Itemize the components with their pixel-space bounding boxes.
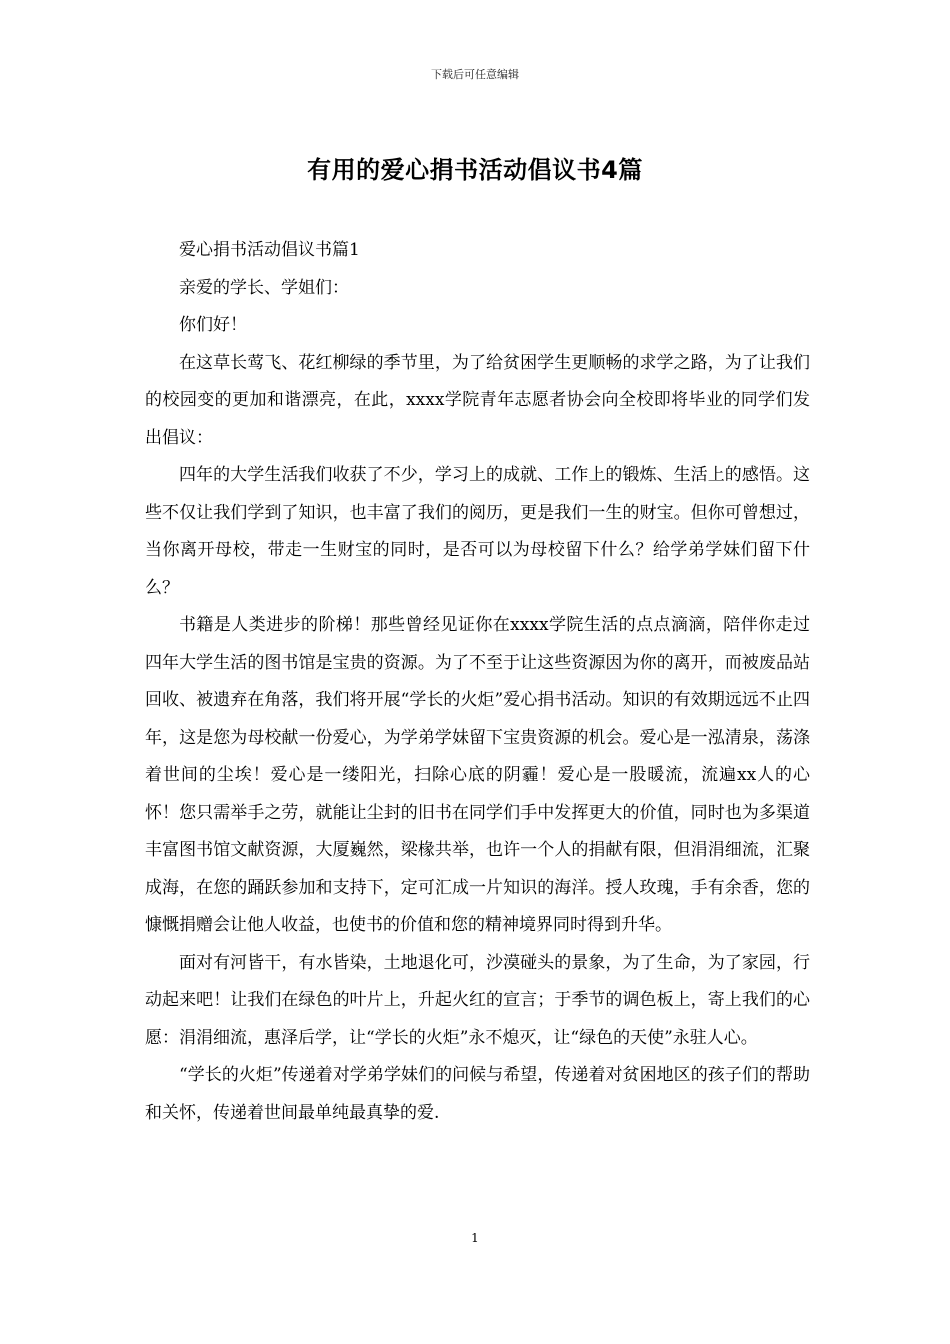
body-paragraph: 书籍是人类进步的阶梯！那些曾经见证你在xxxx学院生活的点点滴滴，陪伴你走过四年大学生活的图书馆是宝贵的资源。为了不至于让这些资源因为你的离开，而被废品站回收、被遗弃在角落，我们将开展“学长的火炬”爱心捐书活动。知识的有效期远远不止四年，这是您为母校献一份爱心，为学弟学妹留下宝贵资源的机会。爱心是一泓清泉，荡涤着世间的尘埃！爱心是一缕阳光，扫除心底的阴霾！爱心是一股暖流，流遍xx人的心怀！您只需举手之劳，就能让尘封的旧书在同学们手中发挥更大的价值，同时也为多渠道丰富图书馆文献资源，大厦巍然，梁椽共举，也许一个人的捐献有限，但涓涓细流，汇聚成海，在您的踊跃参加和支持下，定可汇成一片知识的海洋。授人玫瑰，手有余香，您的慷慨捐赠会让他人收益，也使书的价值和您的精神境界同时得到升华。 <box>145 615 810 935</box>
salutation: 亲爱的学长、学姐们： <box>179 277 349 298</box>
document-body <box>145 232 810 1132</box>
page-number: 1 <box>471 1231 479 1245</box>
body-paragraph: 面对有河皆干，有水皆染，土地退化可，沙漠碰头的景象，为了生命，为了家园，行动起来吧！让我们在绿色的叶片上，升起火红的宣言；于季节的调色板上，寄上我们的心愿：涓涓细流，惠泽后学，让“学长的火炬”永不熄灭，让“绿色的天使”永驻人心。 <box>145 952 810 1048</box>
header-note: 下载后可任意编辑 <box>431 68 519 81</box>
greeting: 你们好！ <box>179 315 247 335</box>
body-paragraph: 四年的大学生活我们收获了不少，学习上的成就、工作上的锻炼、生活上的感悟。这些不仅让我们学到了知识，也丰富了我们的阅历，更是我们一生的财宝。但你可曾想过，当你离开母校，带走一生财宝的同时，是否可以为母校留下什么？给学弟学妹们留下什么？ <box>145 465 810 598</box>
document-title: 有用的爱心捐书活动倡议书4篇 <box>307 156 643 184</box>
body-paragraph: “学长的火炬”传递着对学弟学妹们的问候与希望，传递着对贫困地区的孩子们的帮助和关怀，传递着世间最单纯最真挚的爱. <box>145 1065 810 1123</box>
section-heading: 爱心捐书活动倡议书篇1 <box>179 240 360 260</box>
body-paragraph: 在这草长莺飞、花红柳绿的季节里，为了给贫困学生更顺畅的求学之路，为了让我们的校园变的更加和谐漂亮，在此，xxxx学院青年志愿者协会向全校即将毕业的同学们发出倡议： <box>145 352 810 448</box>
